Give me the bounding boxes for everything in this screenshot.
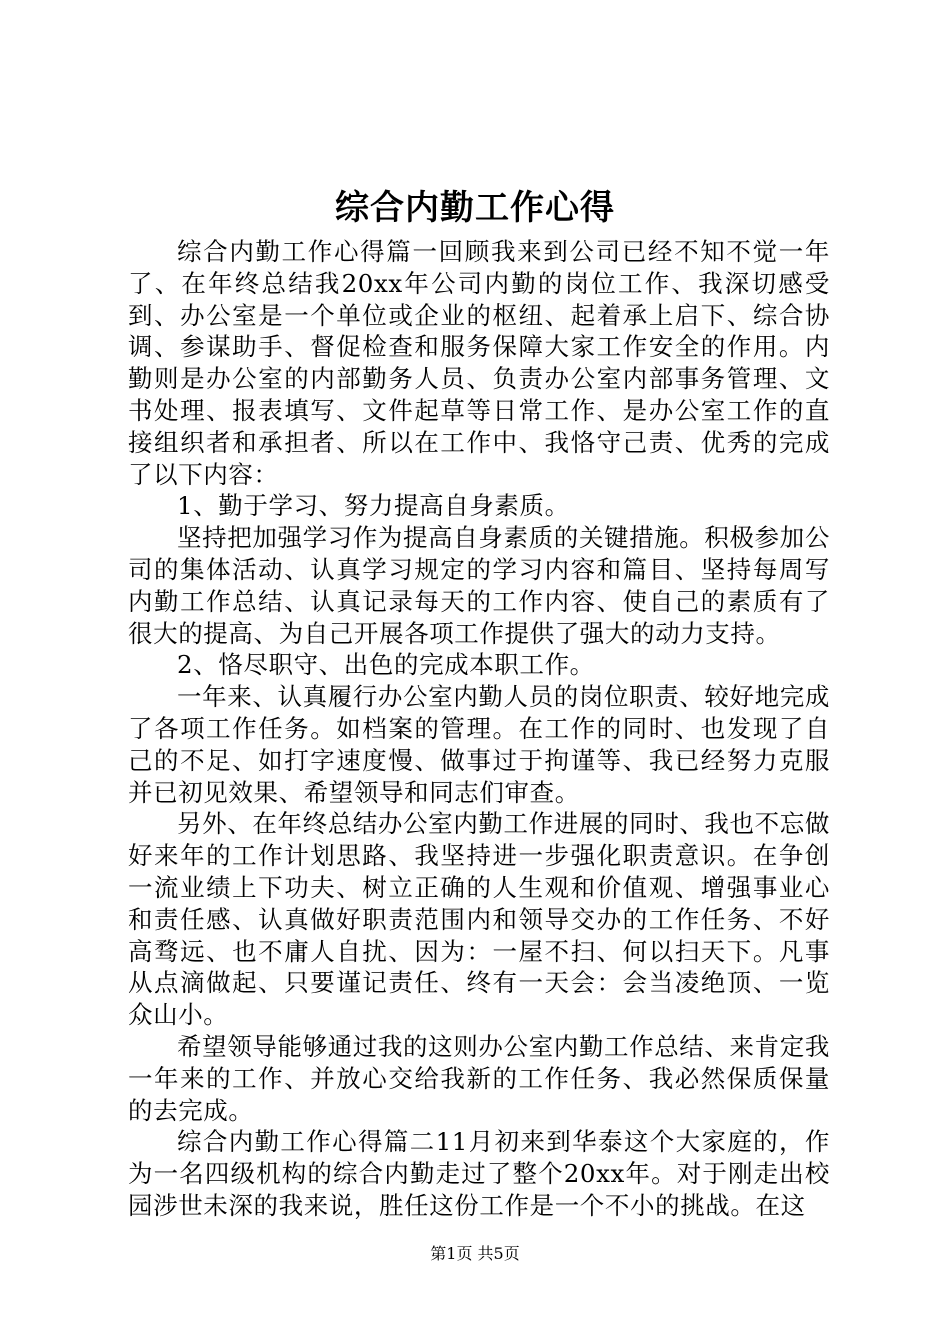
paragraph-study: 坚持把加强学习作为提高自身素质的关键措施。积极参加公司的集体活动、认真学习规定的学习内容和篇目、坚持每周写内勤工作总结、认真记录每天的工作内容、使自己的素质有了很大的提高、为自己开展各项工作提供了强大的动力支持。 xyxy=(128,523,830,648)
paragraph-intro: 综合内勤工作心得篇一回顾我来到公司已经不知不觉一年了、在年终总结我20xx年公司内勤的岗位工作、我深切感受到、办公室是一个单位或企业的枢纽、起着承上启下、综合协调、参谋助手、督促检查和服务保障大家工作安全的作用。内勤则是办公室的内部勤务人员、负责办公室内部事务管理、文书处理、报表填写、文件起草等日常工作、是办公室工作的直接组织者和承担者、所以在工作中、我恪守己责、优秀的完成了以下内容： xyxy=(128,237,830,489)
paragraph-part-two: 综合内勤工作心得篇二11月初来到华泰这个大家庭的，作为一名四级机构的综合内勤走过了整个20xx年。对于刚走出校园涉世未深的我来说，胜任这份工作是一个不小的挑战。在这 xyxy=(128,1127,830,1220)
page-footer: 第1页 共5页 xyxy=(430,1244,520,1263)
document-title: 综合内勤工作心得 xyxy=(335,188,615,228)
paragraph-duties: 一年来、认真履行办公室内勤人员的岗位职责、较好地完成了各项工作任务。如档案的管理。在工作的同时、也发现了自己的不足、如打字速度慢、做事过于拘谨等、我已经努力克服并已初见效果、希望领导和同志们审查。 xyxy=(128,682,830,807)
paragraph-hope: 希望领导能够通过我的这则办公室内勤工作总结、来肯定我一年来的工作、并放心交给我新的工作任务、我必然保质保量的去完成。 xyxy=(128,1031,830,1125)
paragraph-heading-1: 1、勤于学习、努力提高自身素质。 xyxy=(177,491,570,521)
document-body xyxy=(128,236,830,1222)
paragraph-plan: 另外、在年终总结办公室内勤工作进展的同时、我也不忘做好来年的工作计划思路、我坚持进一步强化职责意识。在争创一流业绩上下功夫、树立正确的人生观和价值观、增强事业心和责任感、认真做好职责范围内和领导交办的工作任务、不好高骛远、也不庸人自扰、因为：一屋不扫、何以扫天下。凡事从点滴做起、只要谨记责任、终有一天会：会当凌绝顶、一览众山小。 xyxy=(128,809,830,1030)
paragraph-heading-2: 2、恪尽职守、出色的完成本职工作。 xyxy=(177,650,595,680)
